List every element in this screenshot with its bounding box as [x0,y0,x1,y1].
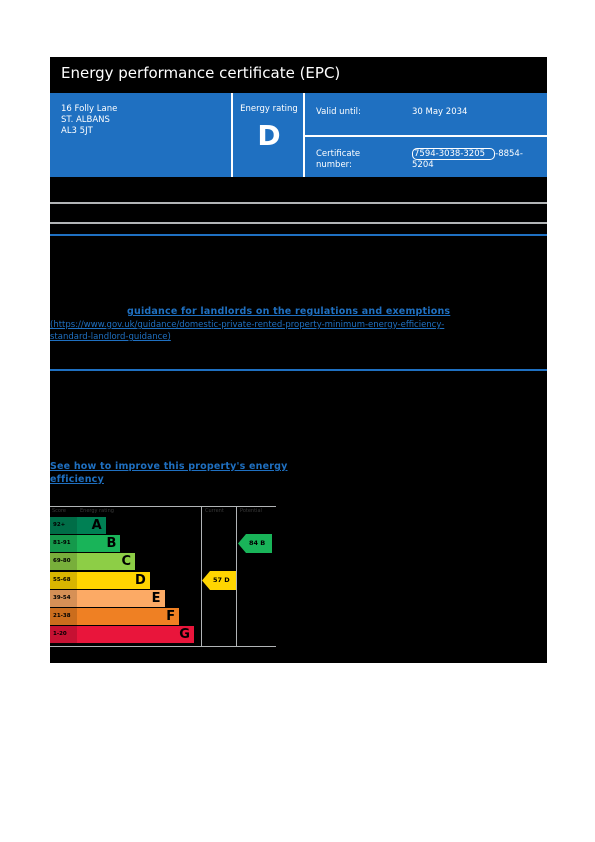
band-range-label: 69-80 [50,553,77,570]
valid-until-label: Valid until: [316,107,361,117]
band-bar-f: F [77,608,179,625]
certificate-number: 7594-3038-3205 -8854- 5204 [412,149,523,170]
improve-efficiency-link-cont[interactable]: efficiency [50,474,104,485]
guidance-url-link[interactable]: (https://www.gov.uk/guidance/domestic-private-rented-property-minimum-energy-efficiency- [50,320,445,330]
potential-rating-arrow [238,534,272,553]
potential-rating-arrow-label: 84 B [249,539,266,548]
energy-rating-label: Energy rating [240,104,298,114]
divider [304,135,547,137]
section-rule [50,202,547,204]
chart-header-score: Score [52,508,67,514]
improve-efficiency-link[interactable]: See how to improve this property's energy [50,461,288,472]
chart-header-rating: Energy rating [80,508,114,514]
property-address [61,104,117,137]
band-bar-g: G [77,626,194,643]
band-range-label: 55-68 [50,572,77,589]
band-range-label: 92+ [50,517,77,534]
address-postcode: AL3 5JT [61,126,93,136]
guidance-url-link-cont[interactable]: standard-landlord-guidance) [50,332,171,342]
current-rating-arrow [202,571,236,590]
band-range-label: 1-20 [50,626,77,643]
address-line-2: ST. ALBANS [61,115,110,125]
certificate-number-label: Certificate number: [316,149,361,170]
chart-frame [50,646,276,647]
band-range-label: 21-38 [50,608,77,625]
energy-rating-chart [50,506,276,647]
section-rule [50,369,547,371]
energy-rating-value: D [257,119,281,152]
valid-until-date: 30 May 2034 [412,107,468,117]
band-range-label: 81-91 [50,535,77,552]
section-rule [50,222,547,224]
chart-header-potential: Potential [240,508,262,514]
guidance-landlords-link[interactable]: guidance for landlords on the regulations and exemptions [127,306,451,317]
certificate-number-highlight: 7594-3038-3205 [412,148,495,160]
section-rule [50,234,547,236]
chart-header-current: Current [205,508,224,514]
band-bar-c: C [77,553,135,570]
summary-band [50,93,547,177]
band-bar-d: D [77,572,150,589]
band-bar-e: E [77,590,165,607]
band-bar-b: B [77,535,120,552]
divider [231,93,233,177]
band-bar-a: A [77,517,106,534]
chart-column-divider [236,506,237,646]
address-line-1: 16 Folly Lane [61,104,118,114]
page-title: Energy performance certificate (EPC) [61,64,341,82]
epc-page [50,57,547,663]
current-rating-arrow-label: 57 D [213,575,230,584]
band-range-label: 39-54 [50,590,77,607]
chart-frame [50,506,276,507]
